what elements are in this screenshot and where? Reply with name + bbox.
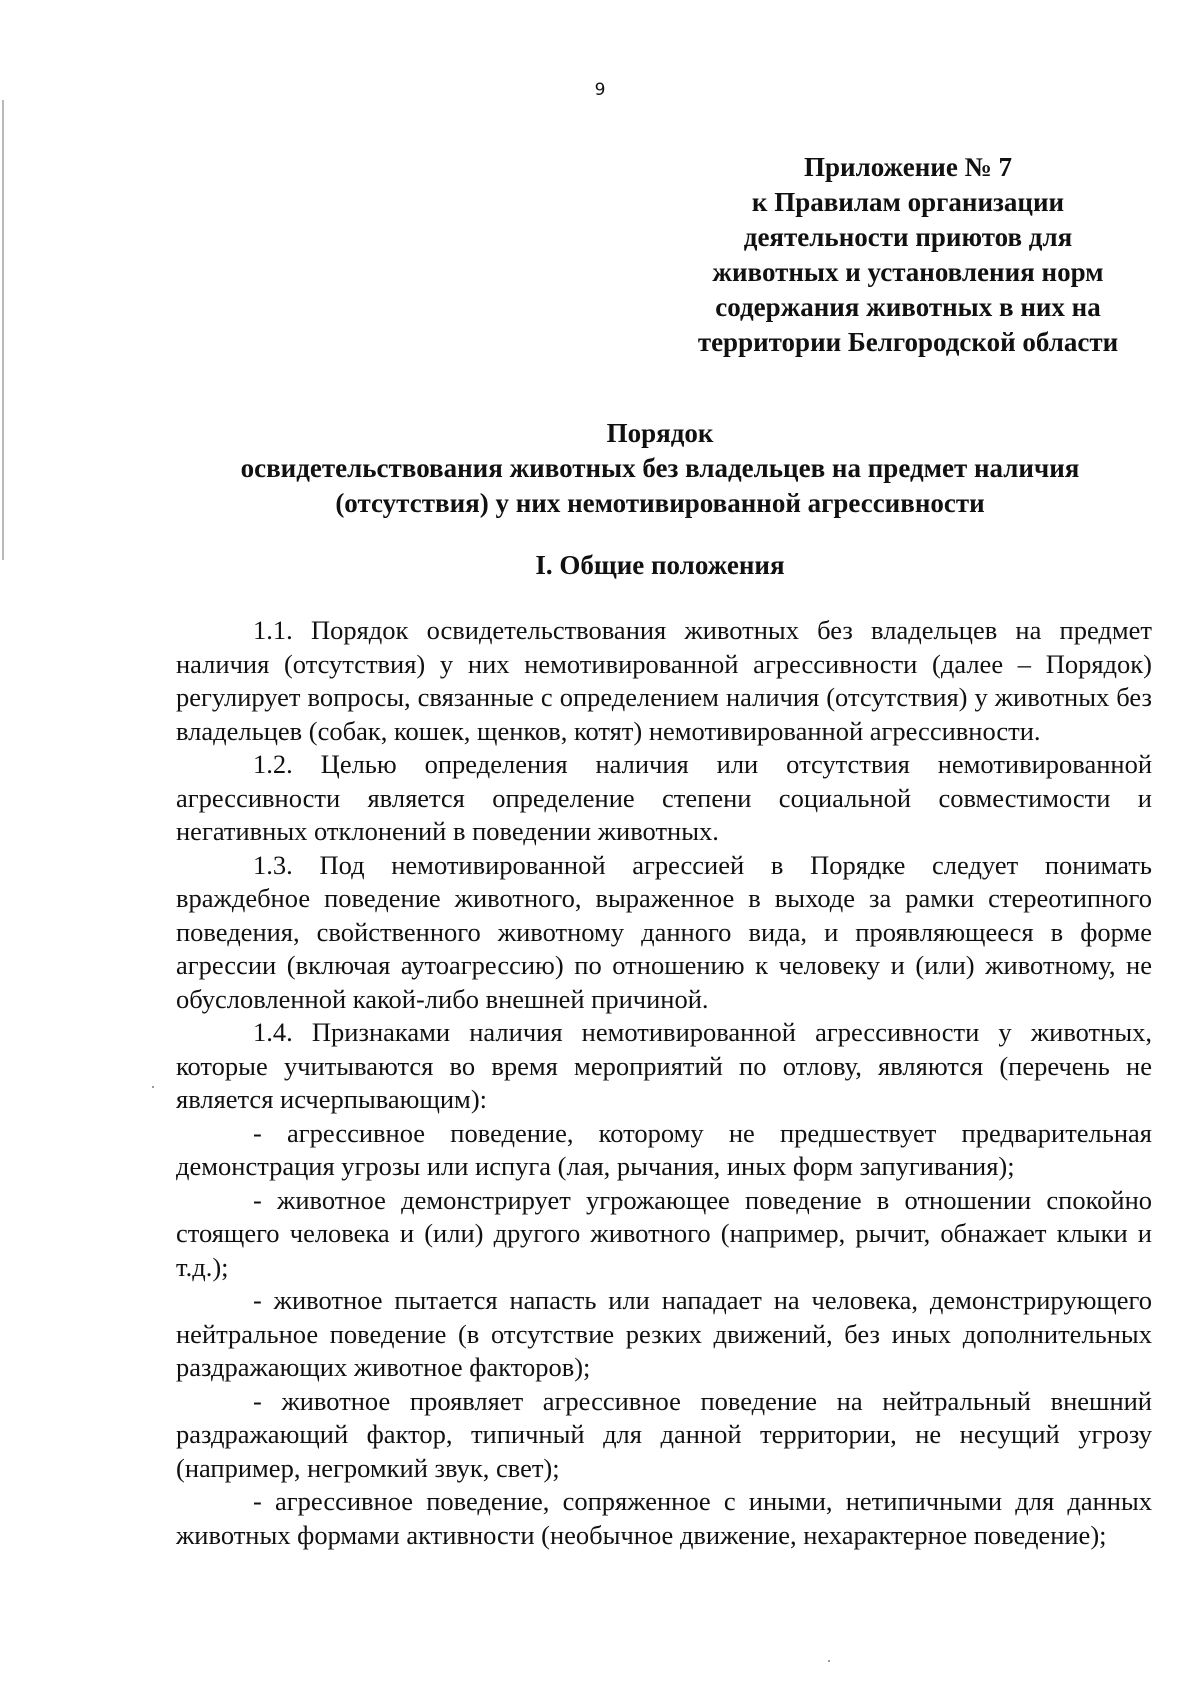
scan-speck bbox=[828, 1660, 830, 1662]
paragraph-1-4: 1.4. Признаками наличия немотивированной агрессивности у животных, которые учитываются во время мероприятий по отлову, являются (перечень не является исчерпывающим): bbox=[176, 1017, 1152, 1114]
title-line: освидетельствования животных без владельцев на предмет наличия bbox=[240, 453, 1080, 483]
appendix-line: территории Белгородской области bbox=[697, 327, 1119, 357]
appendix-line: к Правилам организации bbox=[751, 187, 1065, 217]
list-item: - животное проявляет агрессивное поведение на нейтральный внешний раздражающий фактор, типичный для данной территории, не несущий угрозу (например, негромкий звук, свет); bbox=[176, 1385, 1152, 1483]
appendix-line: деятельности приютов для bbox=[743, 222, 1073, 252]
paragraph-1-2: 1.2. Целью определения наличия или отсутствия немотивированной агрессивности является определение степени социальной совместимости и негативных отклонений в поведении животных. bbox=[176, 749, 1152, 846]
list-item: - животное пытается напасть или нападает на человека, демонстрирующего нейтральное поведение (в отсутствие резких движений, без иных дополнительных раздражающих животное факторов); bbox=[176, 1285, 1152, 1382]
appendix-line: животных и установления норм bbox=[712, 257, 1104, 287]
section-heading: I. Общие положения bbox=[535, 550, 785, 580]
list-item: - агрессивное поведение, сопряженное с иными, нетипичными для данных животных формами активности (необычное движение, нехарактерное поведение); bbox=[176, 1486, 1152, 1550]
title-line: (отсутствия) у них немотивированной агрессивности bbox=[335, 488, 985, 518]
document-title bbox=[160, 416, 1160, 521]
document-body bbox=[176, 614, 1152, 1552]
paragraph-1-1: 1.1. Порядок освидетельствования животных без владельцев на предмет наличия (отсутствия) у них немотивированной агрессивности (далее – Порядок) регулирует вопросы, связанные с определением наличия (отсутствия) у животных без владельцев (собак, кошек, щенков, котят) немотивированной агрессивности. bbox=[176, 615, 1152, 746]
title-line: Порядок bbox=[606, 418, 714, 448]
scan-edge-mark bbox=[2, 100, 4, 560]
scan-speck bbox=[152, 1086, 154, 1088]
list-item: - животное демонстрирует угрожающее поведение в отношении спокойно стоящего человека и (или) другого животного (например, рычит, обнажает клыки и т.д.); bbox=[176, 1184, 1152, 1282]
list-item: - агрессивное поведение, которому не предшествует предварительная демонстрация угрозы или испуга (лая, рычания, иных форм запугивания); bbox=[176, 1117, 1152, 1181]
appendix-line: содержания животных в них на bbox=[715, 292, 1101, 322]
page-number: 9 bbox=[594, 80, 606, 100]
appendix-line: Приложение № 7 bbox=[804, 152, 1012, 182]
paragraph-1-3: 1.3. Под немотивированной агрессией в Порядке следует понимать враждебное поведение животного, выраженное в выходе за рамки стереотипного поведения, свойственного животному данного вида, и проявляющееся в форме агрессии (включая аутоагрессию) по отношению к человеку и (или) животному, не обусловленной какой-либо внешней причиной. bbox=[176, 849, 1152, 1014]
appendix-block bbox=[668, 150, 1148, 360]
